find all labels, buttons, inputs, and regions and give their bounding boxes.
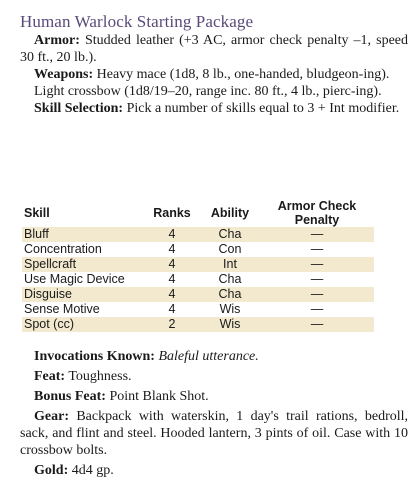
table-row [22, 227, 374, 242]
gear-line [20, 408, 408, 459]
skill-name: Sense Motive [24, 302, 100, 316]
gold-label: Gold: [34, 463, 69, 478]
table-row [22, 317, 374, 332]
bonus-feat-line [20, 388, 408, 405]
header-armor-check-penalty: Armor Check Penalty [277, 199, 357, 227]
gold-line [20, 462, 408, 479]
skill-ability: Cha [218, 272, 242, 286]
skill-acp: — [310, 242, 324, 256]
table-row [22, 272, 374, 287]
skill-ability: Wis [200, 317, 260, 332]
skill-ranks: 4 [168, 242, 176, 256]
skill-acp: — [260, 287, 374, 302]
bonus-feat-text: Point Blank Shot. [109, 389, 209, 404]
table-row [22, 287, 374, 302]
skill-acp: — [310, 272, 324, 286]
weapons-text-2: Light crossbow (1d8/19–20, range inc. 80 ft., 4 lb., pierc-ing). [34, 84, 382, 99]
skill-ability: Int [200, 257, 260, 272]
skill-ranks: 4 [144, 257, 200, 272]
skill-name: Disguise [22, 287, 144, 302]
weapons-text: Heavy mace (1d8, 8 lb., one-handed, bludgeon-ing). [96, 67, 390, 82]
weapons-line-2 [20, 83, 408, 100]
skill-ranks: 4 [168, 272, 176, 286]
skill-ranks: 4 [144, 287, 200, 302]
table-row [22, 302, 374, 317]
header-ability: Ability [210, 206, 250, 220]
armor-line [20, 32, 408, 66]
gold-text: 4d4 gp. [71, 463, 114, 478]
skills-table-header [22, 199, 374, 227]
skill-ability: Con [218, 242, 242, 256]
skill-ranks: 2 [144, 317, 200, 332]
equipment-block [20, 32, 408, 117]
gear-label: Gear: [34, 409, 69, 424]
skill-acp: — [260, 257, 374, 272]
skill-selection-text: Pick a number of skills equal to 3 + Int modifier. [126, 101, 400, 116]
armor-text: Studded leather (+3 AC, armor check penalty –1, speed 30 ft., 20 lb.). [20, 33, 409, 65]
skill-name: Spellcraft [22, 257, 144, 272]
table-row [22, 257, 374, 272]
abilities-block [20, 348, 408, 482]
bonus-feat-label: Bonus Feat: [34, 389, 106, 404]
gear-text: Backpack with waterskin, 1 day's trail rations, bedroll, sack, and flint and steel. Hooded lantern, 3 pints of oil. Case with 10 crossbow bolts. [20, 409, 409, 458]
skill-acp: — [260, 227, 374, 242]
weapons-label: Weapons: [34, 67, 94, 82]
invocations-text: Baleful utterance. [158, 349, 259, 364]
header-ranks: Ranks [153, 206, 191, 220]
table-row [22, 242, 374, 257]
header-skill: Skill [24, 206, 50, 220]
skill-ability: Cha [200, 227, 260, 242]
weapons-line [20, 66, 408, 83]
skill-name: Spot (cc) [22, 317, 144, 332]
skill-ability: Cha [200, 287, 260, 302]
skill-acp: — [310, 302, 324, 316]
skill-ranks: 4 [144, 227, 200, 242]
skill-ability: Wis [219, 302, 241, 316]
invocations-label: Invocations Known: [34, 349, 155, 364]
feat-line [20, 368, 408, 385]
feat-label: Feat: [34, 369, 66, 384]
skill-selection-label: Skill Selection: [34, 101, 124, 116]
skill-acp: — [260, 317, 374, 332]
skills-table [22, 199, 374, 332]
skill-ranks: 4 [168, 302, 176, 316]
skill-name: Use Magic Device [24, 272, 125, 286]
skill-name: Bluff [22, 227, 144, 242]
page-title: Human Warlock Starting Package [20, 12, 254, 31]
feat-text: Toughness. [68, 369, 132, 384]
armor-label: Armor: [34, 33, 80, 48]
skill-selection-line [20, 100, 408, 117]
skill-name: Concentration [24, 242, 102, 256]
invocations-line [20, 348, 408, 365]
